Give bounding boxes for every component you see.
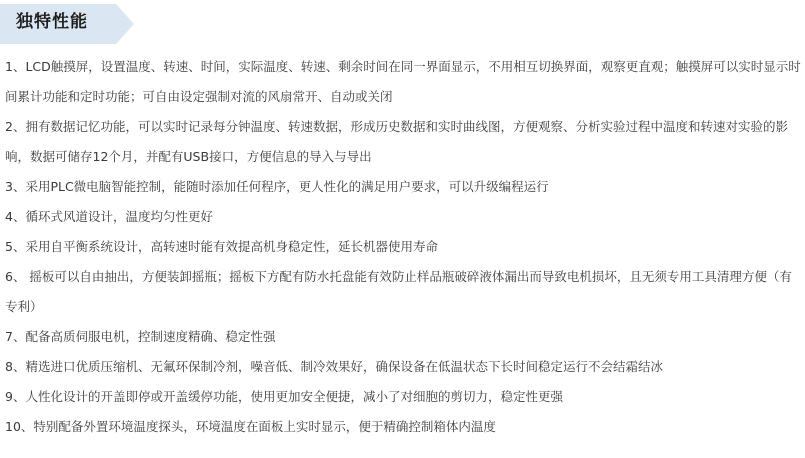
feature-list — [5, 52, 803, 442]
feature-item-7: 7、配备高质伺服电机，控制速度精确、稳定性强 — [5, 329, 276, 344]
feature-item-4: 4、循环式风道设计，温度均匀性更好 — [5, 209, 213, 224]
feature-item-5: 5、采用自平衡系统设计，高转速时能有效提高机身稳定性，延长机器使用寿命 — [5, 239, 438, 254]
feature-item-3: 3、采用PLC微电脑智能控制，能随时添加任何程序，更人性化的满足用户要求，可以升级编程运行 — [5, 179, 549, 194]
feature-item-10: 10、特别配备外置环境温度探头，环境温度在面板上实时显示，便于精确控制箱体内温度 — [5, 419, 496, 434]
section-title: 独特性能 — [16, 12, 88, 32]
feature-item-2: 2、拥有数据记忆功能，可以实时记录每分钟温度、转速数据，形成历史数据和实时曲线图，方便观察、分析实验过程中温度和转速对实验的影响，数据可储存12个月，并配有USB接口，方便信息的导入与导出 — [5, 119, 788, 164]
feature-item-8: 8、精选进口优质压缩机、无氟环保制冷剂，噪音低、制冷效果好，确保设备在低温状态下长时间稳定运行不会结霜结冰 — [5, 359, 663, 374]
feature-item-9: 9、人性化设计的开盖即停或开盖缓停功能，使用更加安全便捷，减小了对细胞的剪切力，稳定性更强 — [5, 389, 563, 404]
feature-item-6: 6、 摇板可以自由抽出，方便装卸摇瓶；摇板下方配有防水托盘能有效防止样品瓶破碎液体漏出而导致电机损坏，且无须专用工具清理方便（有专利） — [5, 269, 792, 314]
feature-item-1: 1、LCD触摸屏，设置温度、转速、时间，实际温度、转速、剩余时间在同一界面显示，不用相互切换界面，观察更直观；触摸屏可以实时显示时间累计功能和定时功能；可自由设定强制对流的风扇常开、自动或关闭 — [5, 59, 801, 104]
